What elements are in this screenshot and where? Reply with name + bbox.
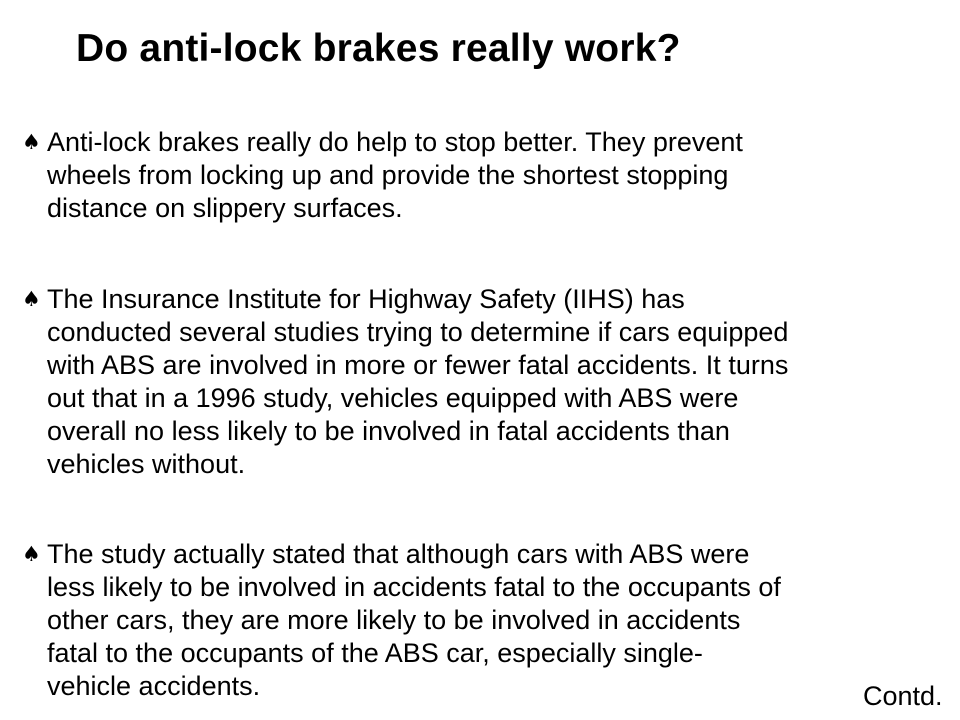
bullet-line: vehicle accidents. [47,671,261,701]
bullet-line: fatal to the occupants of the ABS car, especially single- [47,638,703,668]
bullet-line: Anti-lock brakes really do help to stop better. They prevent [47,127,743,157]
bullet-line: less likely to be involved in accidents fatal to the occupants of [47,572,781,602]
bullet-line: out that in a 1996 study, vehicles equipped with ABS were [47,383,739,413]
bullet-line: The Insurance Institute for Highway Safety (IIHS) has [47,284,685,314]
spade-icon: ♠ [22,130,41,154]
bullet-line: wheels from locking up and provide the shortest stopping [47,160,729,190]
continued-label: Contd. [863,681,943,711]
slide-title: Do anti-lock brakes really work? [76,27,681,70]
spade-icon: ♠ [22,287,41,311]
spade-icon: ♠ [22,542,41,566]
bullet-line: distance on slippery surfaces. [47,193,403,223]
bullet-line: overall no less likely to be involved in fatal accidents than [47,416,730,446]
bullet-line: vehicles without. [47,449,246,479]
bullet-line: with ABS are involved in more or fewer fatal accidents. It turns [47,350,789,380]
bullet-text [47,126,942,225]
bullet-text [47,538,942,703]
bullet-line: conducted several studies trying to determine if cars equipped [47,317,789,347]
bullet-line: The study actually stated that although cars with ABS were [47,539,750,569]
bullet-text [47,283,942,481]
bullet-line: other cars, they are more likely to be involved in accidents [47,605,741,635]
